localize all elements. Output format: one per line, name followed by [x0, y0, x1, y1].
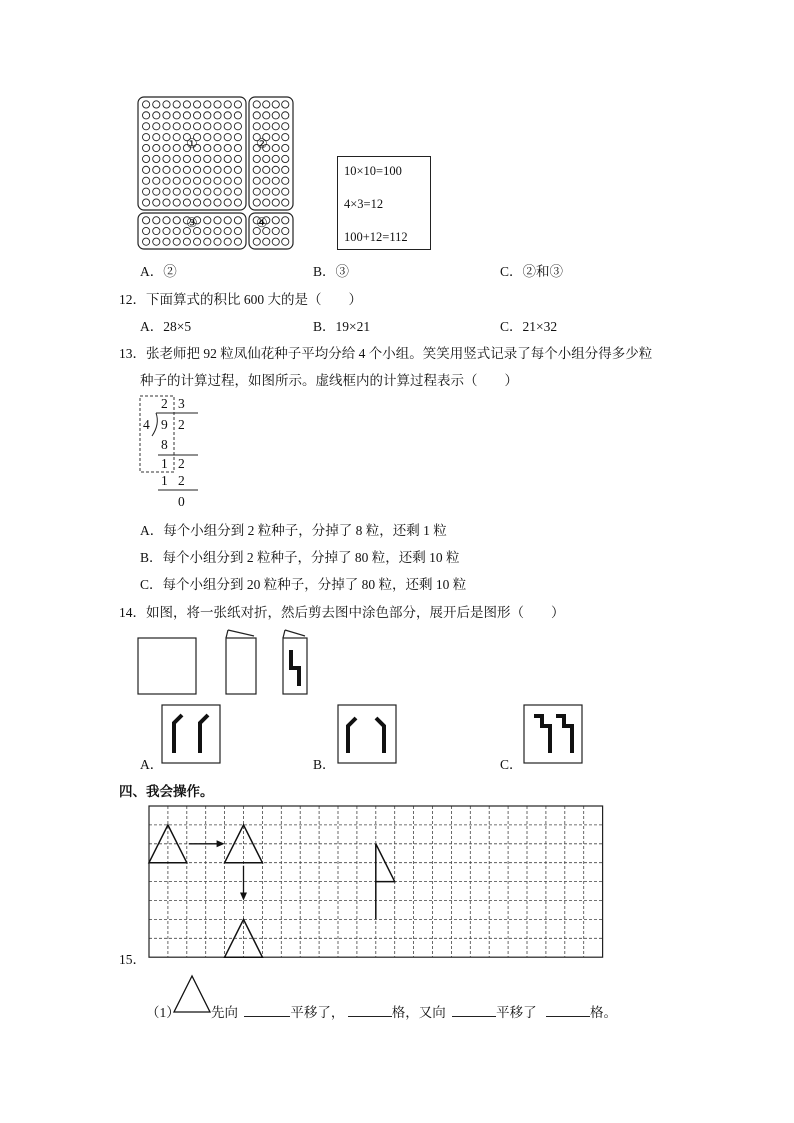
option-text: ②和③ [522, 264, 564, 279]
q14-stem: 14．如图，将一张纸对折，然后剪去图中涂色部分，展开后是图形（ ） [119, 605, 565, 620]
region-label-3: ③ [186, 215, 198, 230]
q15-sub1-text [211, 1001, 617, 1021]
dividend-digit-1: 9 [161, 417, 168, 432]
answer-blank-direction-2[interactable] [452, 1004, 496, 1017]
text-segment: 先向 [211, 1005, 238, 1020]
q13-option-b[interactable]: B．每个小组分到 2 粒种子，分掉了 80 粒，还剩 10 粒 [140, 550, 460, 565]
q13-option-c[interactable]: C．每个小组分到 20 粒种子，分掉了 80 粒，还剩 10 粒 [140, 577, 467, 592]
equation-2: 4×3=12 [344, 197, 384, 211]
text-segment: 格。 [590, 1005, 617, 1020]
option-letter: C． [500, 264, 523, 279]
q14-option-b-letter[interactable]: B． [313, 757, 336, 772]
quotient-digit-2: 3 [178, 396, 185, 411]
q14-option-a-letter[interactable]: A． [140, 757, 164, 772]
q13-stem-line1: 13．张老师把 92 粒凤仙花种子平均分给 4 个小组。笑笑用竖式记录了每个小组分得多少粒 [119, 346, 653, 361]
answer-blank-count-1[interactable] [348, 1004, 392, 1017]
step2-digit-1: 1 [161, 456, 168, 471]
option-letter: B． [313, 319, 336, 334]
text-segment: 格，又向 [391, 1005, 446, 1020]
divisor: 4 [143, 417, 150, 432]
region-label-1: ① [186, 136, 198, 151]
option-letter: B． [313, 264, 336, 279]
region-label-2: ② [256, 136, 268, 151]
option-text: ② [163, 264, 177, 279]
q15-sub1-label: （1） [146, 1005, 180, 1020]
step3-digit-1: 1 [161, 473, 168, 488]
equation-1: 10×10=100 [344, 164, 402, 178]
remainder-digit: 0 [178, 494, 185, 509]
q13-stem-line2: 种子的计算过程，如图所示。虚线框内的计算过程表示（ ） [140, 373, 518, 388]
answer-blank-count-2[interactable] [546, 1004, 590, 1017]
quotient-digit-1: 2 [161, 396, 168, 411]
dividend-digit-2: 2 [178, 417, 185, 432]
option-letter: A． [140, 264, 164, 279]
option-letter: A． [140, 319, 164, 334]
step2-digit-2: 2 [178, 456, 185, 471]
section-heading: 四、我会操作。 [119, 784, 214, 799]
answer-blank-direction-1[interactable] [244, 1004, 290, 1017]
step1-digit: 8 [161, 437, 168, 452]
step3-digit-2: 2 [178, 473, 185, 488]
q12-stem: 12．下面算式的积比 600 大的是（ ） [119, 292, 362, 307]
equation-3: 100+12=112 [344, 230, 408, 244]
q14-option-c-letter[interactable]: C． [500, 757, 523, 772]
q13-option-a[interactable]: A．每个小组分到 2 粒种子，分掉了 8 粒，还剩 1 粒 [140, 523, 447, 538]
option-text: 19×21 [335, 319, 371, 334]
option-text: 28×5 [163, 319, 192, 334]
q15-number: 15． [119, 952, 146, 967]
option-text: ③ [335, 264, 350, 279]
region-label-4: ④ [256, 215, 268, 230]
text-segment: 平移了， [290, 1005, 345, 1020]
text-segment: 平移了 [496, 1005, 537, 1020]
option-letter: C． [500, 319, 523, 334]
option-text: 21×32 [522, 319, 558, 334]
